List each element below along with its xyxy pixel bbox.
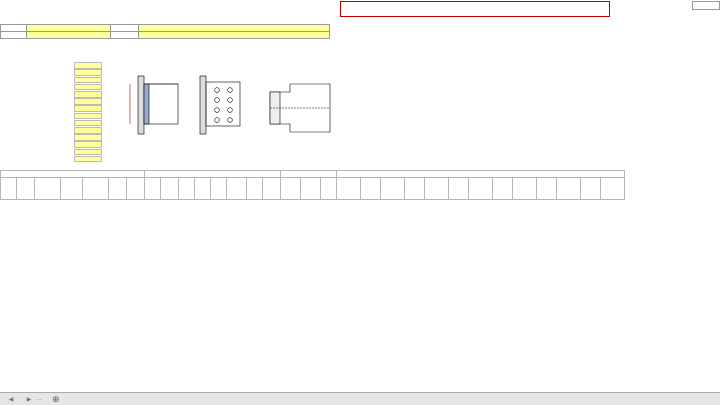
input-row (0, 141, 118, 148)
job-number-label (1, 32, 27, 39)
input-value[interactable] (74, 120, 102, 127)
input-value[interactable] (74, 84, 102, 91)
input-value[interactable] (74, 105, 102, 112)
input-row (0, 91, 118, 98)
column-header[interactable] (109, 177, 127, 199)
input-row (0, 98, 118, 105)
table-group-forces (1, 171, 145, 178)
input-row (0, 62, 118, 69)
tab-nav-more-icon[interactable]: … (36, 396, 42, 402)
column-header[interactable] (61, 177, 83, 199)
note-box (340, 1, 610, 17)
support-plate-welded (138, 76, 144, 134)
input-row (0, 120, 118, 127)
column-header[interactable] (581, 177, 601, 199)
column-header[interactable] (1, 177, 17, 199)
column-header[interactable] (161, 177, 179, 199)
column-header[interactable] (337, 177, 361, 199)
column-header[interactable] (361, 177, 381, 199)
input-value[interactable] (74, 113, 102, 120)
column-header[interactable] (449, 177, 469, 199)
input-row (0, 155, 118, 162)
table-group-capacities (337, 171, 625, 178)
input-value[interactable] (74, 98, 102, 105)
column-header[interactable] (493, 177, 513, 199)
version-label (692, 1, 720, 10)
column-header[interactable] (263, 177, 281, 199)
input-row (0, 69, 118, 76)
originator-label (111, 32, 139, 39)
support-plate-bolted (200, 76, 206, 134)
column-header[interactable] (35, 177, 61, 199)
column-header[interactable] (83, 177, 109, 199)
column-header[interactable] (17, 177, 35, 199)
input-row (0, 134, 118, 141)
sheet-tabs-bar (0, 392, 720, 405)
column-header[interactable] (321, 177, 337, 199)
table-group-general (145, 171, 281, 178)
input-row (0, 105, 118, 112)
tab-nav-next-icon[interactable]: ▶ (26, 396, 32, 403)
input-row (0, 112, 118, 119)
column-header[interactable] (513, 177, 537, 199)
input-data-panel (0, 62, 118, 163)
column-header[interactable] (281, 177, 301, 199)
input-value[interactable] (74, 134, 102, 141)
column-header[interactable] (127, 177, 145, 199)
tab-nav-prev-icon[interactable]: ◀ (8, 396, 14, 403)
column-header[interactable] (211, 177, 227, 199)
input-value[interactable] (74, 127, 102, 134)
connection-table (0, 170, 625, 200)
originator-input[interactable] (139, 32, 330, 39)
column-header[interactable] (557, 177, 581, 199)
connection-diagrams (120, 62, 340, 162)
input-row (0, 84, 118, 91)
job-name-input[interactable] (27, 25, 111, 32)
input-value[interactable] (74, 77, 102, 84)
column-header[interactable] (195, 177, 211, 199)
input-value[interactable] (74, 91, 102, 98)
column-header[interactable] (425, 177, 449, 199)
input-row (0, 148, 118, 155)
column-header[interactable] (145, 177, 161, 199)
input-value[interactable] (74, 156, 102, 163)
column-header[interactable] (301, 177, 321, 199)
input-value[interactable] (74, 69, 102, 76)
input-value[interactable] (74, 149, 102, 156)
column-header[interactable] (405, 177, 425, 199)
input-value[interactable] (74, 141, 102, 148)
input-row (0, 127, 118, 134)
column-header[interactable] (227, 177, 247, 199)
subject-input[interactable] (139, 25, 330, 32)
subject-label (111, 25, 139, 32)
column-header[interactable] (537, 177, 557, 199)
job-number-input[interactable] (27, 32, 111, 39)
table-group-stress (281, 171, 337, 178)
input-row (0, 76, 118, 83)
column-header[interactable] (247, 177, 263, 199)
add-sheet-icon[interactable]: ⊕ (52, 393, 60, 404)
column-header[interactable] (381, 177, 405, 199)
job-name-label (1, 25, 27, 32)
project-info-table (0, 24, 330, 39)
column-header[interactable] (469, 177, 493, 199)
column-header[interactable] (179, 177, 195, 199)
column-header[interactable] (601, 177, 625, 199)
input-value[interactable] (74, 62, 102, 69)
